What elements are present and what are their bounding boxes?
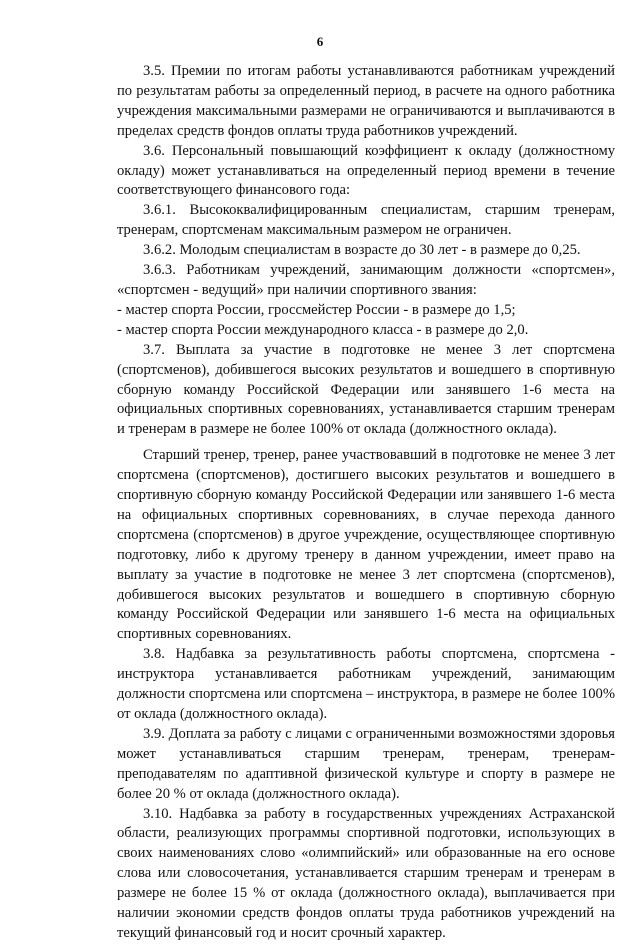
paragraph-3-7: 3.7. Выплата за участие в подготовке не менее 3 лет спортсмена (спортсменов), добившегося высоких результатов и вошедшего в спортивную сборную команду Российской Федерации или занявшего 1-6 места на официальных спортивных соревнованиях, устанавливается старшим тренерам и тренерам в размере не более 100% от оклада (должностного оклада). bbox=[117, 341, 615, 438]
paragraph-3-9: 3.9. Доплата за работу с лицами с ограниченными возможностями здоровья может устанавливаться старшим тренерам, тренерам, тренерам-преподавателям по адаптивной физической культуре и спорту в размере не более 20 % от оклада (должностного оклада). bbox=[117, 725, 615, 802]
list-item-master-of-sport: - мастер спорта России, гроссмейстер России - в размере до 1,5; bbox=[117, 301, 516, 318]
paragraph-3-6-2: 3.6.2. Молодым специалистам в возрасте до 30 лет - в размере до 0,25. bbox=[143, 242, 581, 259]
paragraph-3-10: 3.10. Надбавка за работу в государственных учреждениях Астраханской области, реализующих программы спортивной подготовки, использующих в своих наименованиях слово «олимпийский» или образованные на его основе слова или словосочетания, устанавливается старшим тренерам и тренерам в размере не более 15 % от оклада (должностного оклада), выплачивается при наличии экономии средств фондов оплаты труда работников учреждений на текущий финансовый год и носит срочный характер. bbox=[117, 805, 615, 941]
page-number: 6 bbox=[316, 34, 324, 49]
paragraph-3-6-1: 3.6.1. Высококвалифицированным специалистам, старшим тренерам, тренерам, спортсменам максимальным размером не ограничен. bbox=[117, 202, 615, 239]
paragraph-3-5: 3.5. Премии по итогам работы устанавливаются работникам учреждений по результатам работы за определенный период, в расчете на одного работника учреждения максимальными размерами не ограничиваются и выплачиваются в пределах средств фондов оплаты труда работников учреждений. bbox=[117, 63, 615, 139]
document-body bbox=[117, 62, 615, 944]
paragraph-3-8: 3.8. Надбавка за результативность работы спортсмена, спортсмена - инструктора устанавливается работникам учреждений, занимающим должности спортсмена или спортсмена – инструктора, в размере не более 100% от оклада (должностного оклада). bbox=[117, 646, 615, 722]
paragraph-3-6-3: 3.6.3. Работникам учреждений, занимающим должности «спортсмен», «спортсмен - ведущий» при наличии спортивного звания: bbox=[117, 262, 615, 298]
paragraph-3-6: 3.6. Персональный повышающий коэффициент к окладу (должностному окладу) может устанавливаться на определенный период времени в течение соответствующего финансового года: bbox=[117, 142, 615, 199]
paragraph-senior-coach: Старший тренер, тренер, ранее участвовавший в подготовке не менее 3 лет спортсмена (спортсменов), достигшего высоких результатов и вошедшего в спортивную сборную команду Российской Федерации или занявшего 1-6 места на официальных спортивных соревнованиях, в случае перехода данного спортсмена (спортсменов) в другое учреждение, осуществляющее спортивную подготовку, либо к другому тренеру в данном учреждении, имеет право на выплату за участие в подготовке не менее 3 лет спортсмена (спортсменов), добившегося высоких результатов и вошедшего в спортивную сборную команду Российской Федерации или занявшего 1-6 места на официальных спортивных соревнованиях. bbox=[117, 447, 615, 643]
list-item-master-of-sport-international: - мастер спорта России международного класса - в размере до 2,0. bbox=[117, 321, 529, 338]
